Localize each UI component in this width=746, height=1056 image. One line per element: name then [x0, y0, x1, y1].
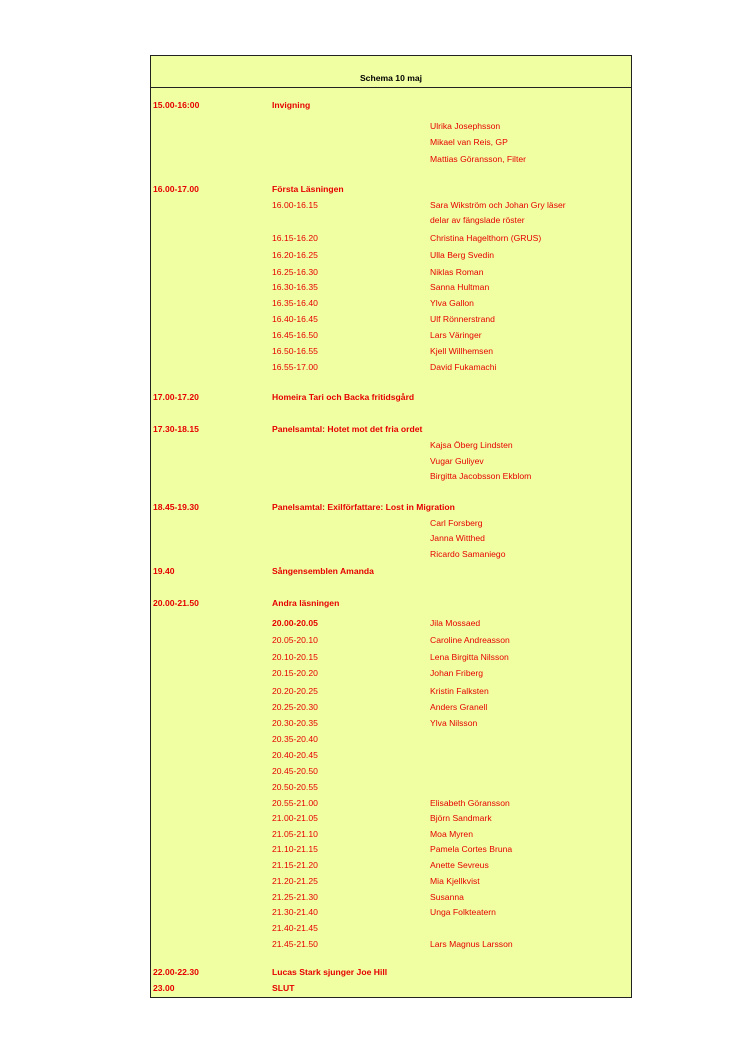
- row-28-name: Caroline Andreasson: [430, 635, 510, 645]
- row-10-event: 16.30-16.35: [272, 282, 318, 292]
- schedule-sheet: [150, 55, 632, 998]
- row-31-name: Kristin Falksten: [430, 686, 489, 696]
- row-46-event: 21.40-21.45: [272, 923, 318, 933]
- row-5-name: Sara Wikström och Johan Gry läser: [430, 200, 566, 210]
- row-40-name: Moa Myren: [430, 829, 473, 839]
- row-47-event: 21.45-21.50: [272, 939, 318, 949]
- row-21-time: 18.45-19.30: [153, 502, 199, 512]
- row-15-name: David Fukamachi: [430, 362, 497, 372]
- row-19-name: Vugar Guliyev: [430, 456, 484, 466]
- row-49-time: 23.00: [153, 983, 175, 993]
- row-16-time: 17.00-17.20: [153, 392, 199, 402]
- row-26-time: 20.00-21.50: [153, 598, 199, 608]
- row-15-event: 16.55-17.00: [272, 362, 318, 372]
- row-3-name: Mattias Göransson, Filter: [430, 154, 526, 164]
- row-4-event: Första Läsningen: [272, 184, 344, 194]
- row-42-event: 21.15-21.20: [272, 860, 318, 870]
- row-13-name: Lars Väringer: [430, 330, 482, 340]
- row-41-name: Pamela Cortes Bruna: [430, 844, 513, 854]
- row-14-event: 16.50-16.55: [272, 346, 318, 356]
- row-26-event: Andra läsningen: [272, 598, 340, 608]
- row-12-event: 16.40-16.45: [272, 314, 318, 324]
- row-8-name: Ulla Berg Svedin: [430, 250, 495, 260]
- row-39-event: 21.00-21.05: [272, 813, 318, 823]
- row-33-name: Ylva Nilsson: [430, 718, 478, 728]
- row-34-event: 20.35-20.40: [272, 734, 318, 744]
- row-18-name: Kajsa Öberg Lindsten: [430, 440, 513, 450]
- row-25-event: Sångensemblen Amanda: [272, 566, 374, 576]
- row-7-name: Christina Hagelthorn (GRUS): [430, 233, 542, 243]
- row-12-name: Ulf Rönnerstrand: [430, 314, 495, 324]
- row-44-event: 21.25-21.30: [272, 892, 318, 902]
- row-7-event: 16.15-16.20: [272, 233, 318, 243]
- row-38-event: 20.55-21.00: [272, 798, 318, 808]
- row-43-event: 21.20-21.25: [272, 876, 318, 886]
- row-48-event: Lucas Stark sjunger Joe Hill: [272, 967, 388, 977]
- row-22-name: Carl Forsberg: [430, 518, 483, 528]
- row-21-event: Panelsamtal: Exilförfattare: Lost in Migration: [272, 502, 455, 512]
- row-31-event: 20.20-20.25: [272, 686, 318, 696]
- row-10-name: Sanna Hultman: [430, 282, 490, 292]
- row-20-name: Birgitta Jacobsson Ekblom: [430, 471, 532, 481]
- row-27-event: 20.00-20.05: [272, 618, 318, 628]
- row-8-event: 16.20-16.25: [272, 250, 318, 260]
- row-40-event: 21.05-21.10: [272, 829, 318, 839]
- row-45-name: Unga Folkteatern: [430, 907, 496, 917]
- row-30-name: Johan Friberg: [430, 668, 484, 678]
- row-36-event: 20.45-20.50: [272, 766, 318, 776]
- row-38-name: Elisabeth Göransson: [430, 798, 510, 808]
- row-44-name: Susanna: [430, 892, 464, 902]
- row-29-name: Lena Birgitta Nilsson: [430, 652, 509, 662]
- row-2-name: Mikael van Reis, GP: [430, 137, 508, 147]
- row-33-event: 20.30-20.35: [272, 718, 318, 728]
- row-41-event: 21.10-21.15: [272, 844, 318, 854]
- row-4-time: 16.00-17.00: [153, 184, 199, 194]
- row-28-event: 20.05-20.10: [272, 635, 318, 645]
- row-49-event: SLUT: [272, 983, 295, 993]
- row-25-time: 19.40: [153, 566, 175, 576]
- row-1-name: Ulrika Josephsson: [430, 121, 501, 131]
- row-45-event: 21.30-21.40: [272, 907, 318, 917]
- row-24-name: Ricardo Samaniego: [430, 549, 506, 559]
- row-23-name: Janna Witthed: [430, 533, 485, 543]
- row-37-event: 20.50-20.55: [272, 782, 318, 792]
- page-title: Schema 10 maj: [359, 73, 423, 83]
- row-14-name: Kjell Willhemsen: [430, 346, 494, 356]
- row-11-name: Ylva Gallon: [430, 298, 474, 308]
- row-32-event: 20.25-20.30: [272, 702, 318, 712]
- row-32-name: Anders Granell: [430, 702, 488, 712]
- row-39-name: Björn Sandmark: [430, 813, 492, 823]
- row-29-event: 20.10-20.15: [272, 652, 318, 662]
- row-16-event: Homeira Tari och Backa fritidsgård: [272, 392, 415, 402]
- row-30-event: 20.15-20.20: [272, 668, 318, 678]
- row-0-event: Invigning: [272, 100, 311, 110]
- row-9-name: Niklas Roman: [430, 267, 484, 277]
- row-35-event: 20.40-20.45: [272, 750, 318, 760]
- row-9-event: 16.25-16.30: [272, 267, 318, 277]
- row-17-event: Panelsamtal: Hotet mot det fria ordet: [272, 424, 423, 434]
- row-47-name: Lars Magnus Larsson: [430, 939, 513, 949]
- row-17-time: 17.30-18.15: [153, 424, 199, 434]
- row-43-name: Mia Kjellkvist: [430, 876, 480, 886]
- row-11-event: 16.35-16.40: [272, 298, 318, 308]
- title-bar: [151, 56, 631, 88]
- row-42-name: Anette Sevreus: [430, 860, 489, 870]
- row-13-event: 16.45-16.50: [272, 330, 318, 340]
- row-6-name: delar av fängslade röster: [430, 215, 525, 225]
- row-27-name: Jila Mossaed: [430, 618, 481, 628]
- row-48-time: 22.00-22.30: [153, 967, 199, 977]
- row-5-event: 16.00-16.15: [272, 200, 318, 210]
- row-0-time: 15.00-16:00: [153, 100, 200, 110]
